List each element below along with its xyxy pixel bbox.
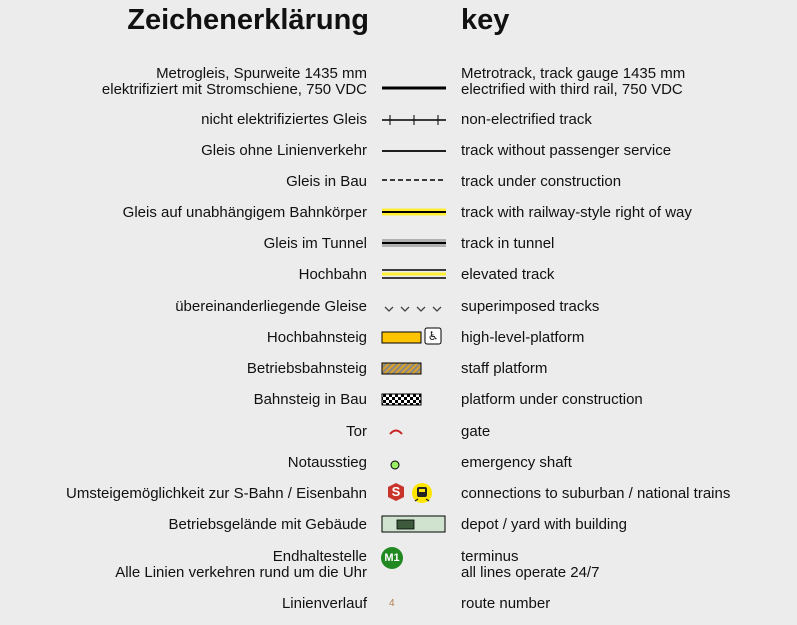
route-number-label: 4 xyxy=(389,598,395,609)
label-german: Notausstieg xyxy=(287,454,367,471)
label-english: route number xyxy=(461,595,551,612)
label-english: elevated track xyxy=(461,266,555,283)
label-german: Betriebsgelände mit Gebäude xyxy=(168,516,367,533)
staff-platform-icon xyxy=(380,354,448,384)
s-bahn-letter: S xyxy=(391,484,401,499)
label-english: terminus all lines operate 24/7 xyxy=(461,548,600,581)
label-english: gate xyxy=(461,423,491,440)
label-german: Gleis im Tunnel xyxy=(263,235,367,252)
label-german: Umsteigemöglichkeit zur S-Bahn / Eisenbahn xyxy=(66,485,367,502)
label-english: platform under construction xyxy=(461,391,643,408)
high-level-platform-icon xyxy=(380,323,448,353)
construction-track-icon xyxy=(380,167,448,197)
service-track-icon xyxy=(380,136,448,166)
label-german: übereinanderliegende Gleise xyxy=(175,298,367,315)
elevated-track-icon xyxy=(380,260,448,290)
label-german: nicht elektrifiziertes Gleis xyxy=(201,111,367,128)
label-german: Endhaltestelle Alle Linien verkehren rund um die Uhr xyxy=(115,548,367,581)
label-english: non-electrified track xyxy=(461,111,592,128)
metro-track-icon xyxy=(380,69,448,99)
label-english: connections to suburban / national trains xyxy=(461,485,731,502)
platform-construction-icon xyxy=(380,385,448,415)
s-bahn-train-icon xyxy=(380,479,448,509)
terminus-icon xyxy=(380,547,448,577)
label-german: Betriebsbahnsteig xyxy=(246,360,367,377)
label-english: high-level-platform xyxy=(461,329,585,346)
wheelchair-icon: ♿ xyxy=(427,329,439,343)
label-german: Metrogleis, Spurweite 1435 mm elektrifiziert mit Stromschiene, 750 VDC xyxy=(101,65,367,98)
label-english: track in tunnel xyxy=(461,235,555,252)
label-english: track under construction xyxy=(461,173,622,190)
label-german: Gleis in Bau xyxy=(286,173,367,190)
label-german: Gleis auf unabhängigem Bahnkörper xyxy=(122,204,367,221)
label-english: emergency shaft xyxy=(461,454,572,471)
label-english: Metrotrack, track gauge 1435 mm electrified with third rail, 750 VDC xyxy=(461,65,686,98)
terminus-label: M1 xyxy=(384,552,400,564)
label-german: Bahnsteig in Bau xyxy=(253,391,367,408)
label-german: Gleis ohne Linienverkehr xyxy=(201,142,367,159)
title-german: Zeichenerklärung xyxy=(127,4,369,36)
route-number-icon xyxy=(380,592,448,622)
label-german: Tor xyxy=(346,423,367,440)
label-english: staff platform xyxy=(461,360,548,377)
right-of-way-track-icon xyxy=(380,198,448,228)
title-english: key xyxy=(461,4,510,36)
label-english: superimposed tracks xyxy=(461,298,600,315)
label-english: track without passenger service xyxy=(461,142,672,159)
depot-icon xyxy=(380,510,448,540)
label-english: track with railway-style right of way xyxy=(461,204,692,221)
non-electrified-track-icon xyxy=(380,105,448,135)
superimposed-tracks-icon xyxy=(380,292,448,322)
label-german: Hochbahn xyxy=(298,266,367,283)
label-english: depot / yard with building xyxy=(461,516,627,533)
emergency-shaft-icon xyxy=(380,448,448,478)
label-german: Hochbahnsteig xyxy=(266,329,367,346)
gate-icon xyxy=(380,417,448,447)
tunnel-track-icon xyxy=(380,229,448,259)
label-german: Linienverlauf xyxy=(281,595,367,612)
